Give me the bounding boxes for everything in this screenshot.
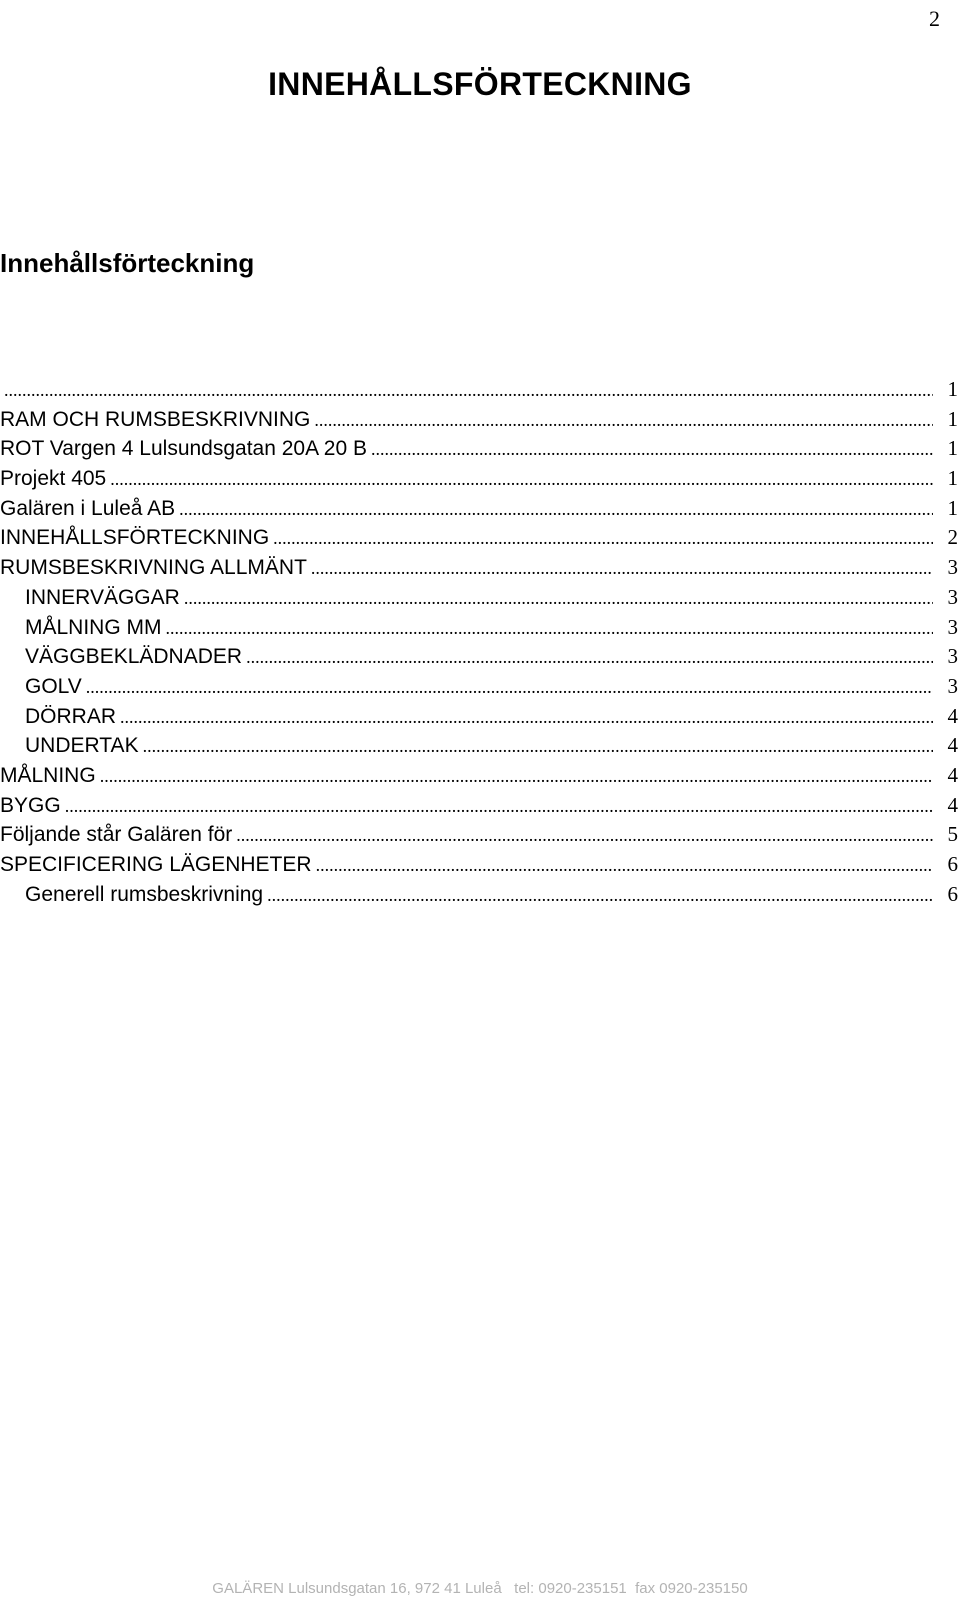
toc-entry-page: 2: [947, 525, 958, 550]
toc-dot-leader: [179, 495, 933, 525]
toc-entry-title: Generell rumsbeskrivning: [25, 882, 264, 906]
toc-entry[interactable]: [0, 523, 958, 553]
table-of-contents: [0, 375, 958, 909]
toc-entry-title: RAM OCH RUMSBESKRIVNING: [0, 407, 311, 431]
toc-entry[interactable]: [0, 702, 958, 732]
toc-dot-leader: [246, 643, 933, 673]
toc-entry-page: 6: [947, 852, 958, 876]
toc-entry[interactable]: [0, 820, 958, 850]
toc-entry[interactable]: [0, 464, 958, 494]
toc-dot-leader: [120, 703, 933, 733]
toc-dot-leader: [236, 821, 933, 851]
toc-entry[interactable]: [0, 791, 958, 821]
toc-dot-leader: [143, 732, 933, 762]
toc-entry-title: GOLV: [25, 674, 82, 698]
toc-dot-leader: [86, 673, 933, 703]
toc-dot-leader: [184, 584, 933, 614]
page-number: 2: [929, 6, 940, 31]
toc-dot-leader: [100, 762, 933, 792]
page-title: INNEHÅLLSFÖRTECKNING: [268, 66, 692, 102]
toc-entry-page: 3: [947, 644, 958, 669]
toc-entry-page: 4: [947, 792, 958, 817]
toc-entry-title: VÄGGBEKLÄDNADER: [25, 645, 243, 669]
toc-entry[interactable]: [0, 375, 958, 405]
toc-entry-page: 4: [947, 762, 958, 787]
toc-entry[interactable]: [0, 672, 958, 702]
toc-dot-leader: [65, 792, 933, 822]
toc-heading: Innehållsförteckning: [0, 248, 255, 278]
toc-dot-leader: [311, 554, 933, 584]
toc-entry-title: Projekt 405: [0, 467, 107, 491]
toc-dot-leader: [371, 435, 933, 465]
toc-entry-title: SPECIFICERING LÄGENHETER: [0, 853, 312, 876]
toc-entry-page: 3: [947, 555, 958, 580]
toc-entry-page: 5: [947, 822, 958, 847]
toc-entry-page: 3: [947, 614, 958, 639]
toc-dot-leader: [4, 376, 933, 406]
toc-dot-leader: [166, 614, 934, 644]
toc-entry-title: DÖRRAR: [25, 704, 117, 728]
toc-entry-title: Galären i Luleå AB: [0, 496, 176, 520]
toc-entry[interactable]: [0, 553, 958, 583]
toc-dot-leader: [273, 524, 933, 554]
page-footer: GALÄREN Lulsundsgatan 16, 972 41 Luleå tel: 0920-235151 fax 0920-235150: [212, 1580, 748, 1597]
toc-dot-leader: [316, 851, 933, 881]
toc-entry[interactable]: [0, 761, 958, 791]
toc-entry-page: 1: [947, 436, 958, 461]
toc-entry-title: RUMSBESKRIVNING ALLMÄNT: [0, 556, 307, 580]
toc-entry-title: Följande står Galären för: [0, 823, 233, 847]
toc-entry[interactable]: [0, 434, 958, 464]
toc-entry-page: 1: [947, 495, 958, 520]
toc-entry-title: INNERVÄGGAR: [25, 585, 180, 609]
toc-dot-leader: [110, 465, 933, 495]
toc-entry[interactable]: [0, 583, 958, 613]
toc-entry[interactable]: [0, 405, 958, 435]
toc-entry[interactable]: [0, 494, 958, 524]
toc-entry-page: 3: [947, 673, 958, 698]
toc-entry-page: 1: [947, 377, 958, 401]
toc-entry-page: 6: [947, 881, 958, 906]
toc-entry-page: 3: [947, 584, 958, 609]
toc-entry[interactable]: [0, 613, 958, 643]
toc-entry[interactable]: [0, 850, 958, 880]
toc-entry-title: INNEHÅLLSFÖRTECKNING: [0, 526, 270, 550]
toc-entry-title: MÅLNING MM: [25, 615, 162, 639]
toc-entry-title: BYGG: [0, 793, 61, 817]
toc-entry[interactable]: [0, 642, 958, 672]
toc-dot-leader: [314, 406, 933, 436]
toc-entry-title: UNDERTAK: [25, 734, 139, 758]
toc-dot-leader: [267, 881, 933, 911]
toc-entry-page: 4: [947, 703, 958, 728]
toc-entry-page: 1: [947, 406, 958, 431]
toc-entry-page: 4: [947, 733, 958, 758]
toc-entry-title: ROT Vargen 4 Lulsundsgatan 20A 20 B: [0, 437, 367, 461]
toc-entry[interactable]: [0, 880, 958, 910]
toc-entry-title: MÅLNING: [0, 763, 96, 787]
toc-entry-page: 1: [947, 466, 958, 491]
toc-entry[interactable]: [0, 731, 958, 761]
